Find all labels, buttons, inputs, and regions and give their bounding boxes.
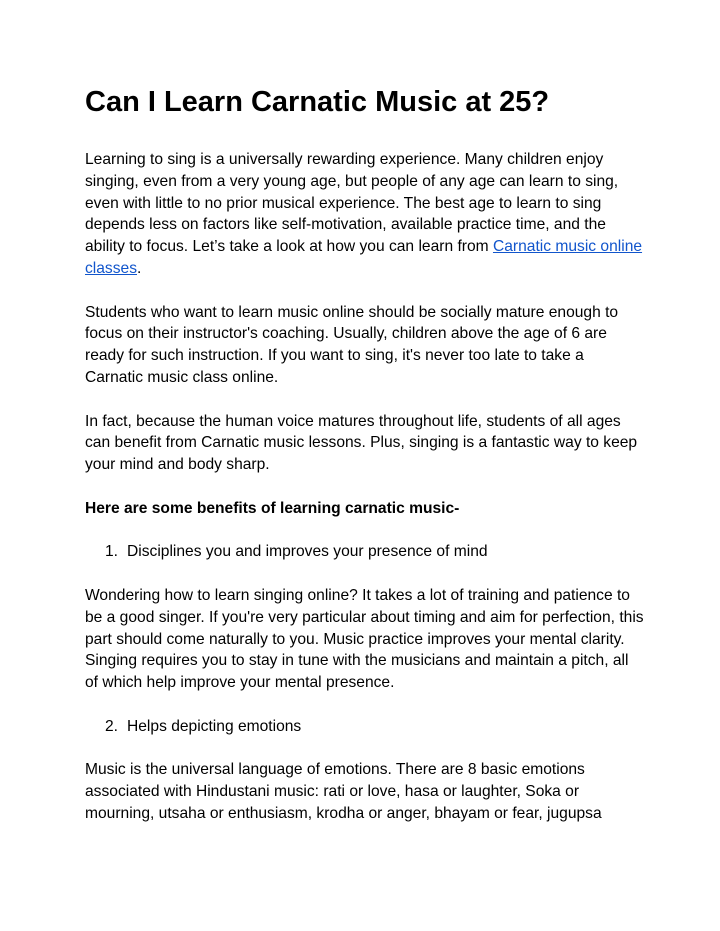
voice-paragraph: In fact, because the human voice matures throughout life, students of all ages can benefit from Carnatic music lessons. Plus, singing is a fantastic way to keep your mind and body sharp. bbox=[85, 412, 638, 474]
document-body bbox=[85, 85, 645, 825]
page-title: Can I Learn Carnatic Music at 25? bbox=[85, 86, 550, 118]
list-item-number: 2. bbox=[105, 717, 119, 735]
intro-paragraph bbox=[85, 149, 645, 280]
emotions-paragraph: Music is the universal language of emotions. There are 8 basic emotions associated with Hindustani music: rati or love, hasa or laughter, Soka or mourning, utsaha or enthusiasm, krodha or anger, bhayam or fear, jugupsa bbox=[85, 761, 602, 822]
list-item-text: Disciplines you and improves your presence of mind bbox=[127, 543, 488, 561]
benefits-list-1 bbox=[85, 541, 645, 563]
benefits-heading: Here are some benefits of learning carnatic music- bbox=[85, 499, 460, 517]
list-item-number: 1. bbox=[105, 543, 119, 561]
students-paragraph: Students who want to learn music online should be socially mature enough to focus on their instructor's coaching. Usually, children above the age of 6 are ready for such instruction. If you want to sing, it's never too late to take a Carnatic music class online. bbox=[85, 303, 619, 386]
intro-period: . bbox=[137, 259, 142, 277]
list-item-text: Helps depicting emotions bbox=[127, 717, 302, 735]
carnatic-classes-link[interactable]: Carnatic music online classes bbox=[85, 238, 643, 277]
singing-paragraph: Wondering how to learn singing online? It takes a lot of training and patience to be a good singer. If you're very particular about timing and aim for perfection, this part should come naturally to you. Music practice improves your mental clarity. Singing requires you to stay in tune with the musicians and maintain a pitch, all of which help improve your mental presence. bbox=[85, 586, 644, 692]
list-item bbox=[85, 716, 645, 738]
benefits-list-2 bbox=[85, 716, 645, 738]
intro-text: Learning to sing is a universally rewarding experience. Many children enjoy singing, even from a very young age, but people of any age can learn to sing, even with little to no prior musical experience. The best age to learn to sing depends less on factors like self-motivation, available practice time, and the ability to focus. Let’s take a look at how you can learn from bbox=[85, 151, 619, 256]
list-item bbox=[85, 541, 645, 563]
